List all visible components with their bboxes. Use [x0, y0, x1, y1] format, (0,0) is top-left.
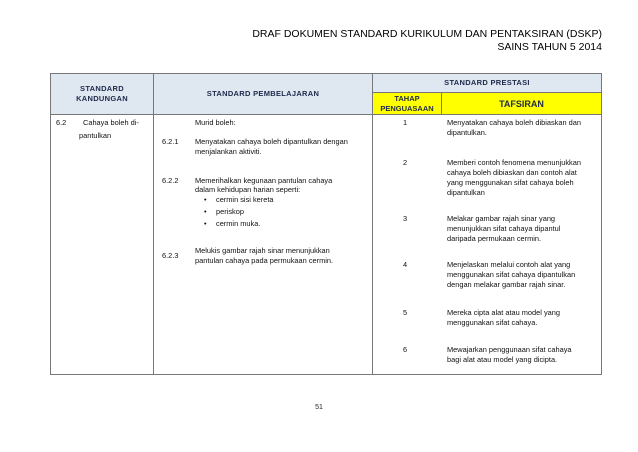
pembelajaran-item-line2: dalam kehidupan harian seperti: — [195, 185, 301, 194]
column-divider — [153, 74, 154, 374]
header-standard-kandungan-label: STANDARD KANDUNGAN — [76, 84, 128, 103]
tafsiran-line: bagi alat atau model yang dicipta. — [447, 355, 558, 364]
prestasi-level: 3 — [403, 214, 408, 223]
prestasi-level: 6 — [403, 345, 408, 354]
pembelajaran-item-code: 6.2.1 — [162, 137, 179, 146]
tafsiran-line: Mereka cipta alat atau model yang — [447, 308, 560, 317]
prestasi-level: 2 — [403, 158, 408, 167]
pembelajaran-bullet-item: • cermin sisi kereta — [216, 195, 274, 205]
prestasi-level: 4 — [403, 260, 408, 269]
tafsiran-line: Memberi contoh fenomena menunjukkan — [447, 158, 581, 167]
pembelajaran-item-line1: Menyatakan cahaya boleh dipantulkan dengan — [195, 137, 348, 146]
kandungan-code: 6.2 — [56, 118, 67, 127]
tafsiran-line: Mewajarkan penggunaan sifat cahaya — [447, 345, 572, 354]
tafsiran-line: menunjukkan sifat cahaya dipantul — [447, 224, 561, 233]
header-tafsiran-label: TAFSIRAN — [499, 98, 544, 109]
pembelajaran-bullet-item: • periskop — [216, 207, 244, 217]
pembelajaran-item-code: 6.2.2 — [162, 176, 179, 185]
curriculum-table — [50, 73, 602, 375]
header-standard-pembelajaran — [154, 74, 372, 114]
row-divider — [373, 92, 601, 93]
pembelajaran-item-line2: pantulan cahaya pada permukaan cermin. — [195, 256, 334, 265]
header-standard-kandungan — [51, 74, 153, 114]
document-header-title: DRAF DOKUMEN STANDARD KURIKULUM DAN PENTAKSIRAN (DSKP) — [252, 28, 602, 40]
header-standard-prestasi — [373, 74, 601, 92]
tafsiran-line: menggunakan sifat cahaya. — [447, 318, 538, 327]
tafsiran-line: dipantulkan. — [447, 128, 487, 137]
kandungan-title-line2: pantulkan — [79, 131, 112, 140]
header-tahap-penguasaan-label: TAHAP PENGUASAAN — [380, 93, 434, 113]
page-number: 51 — [315, 404, 323, 411]
pembelajaran-item-line1: Memerihalkan kegunaan pantulan cahaya — [195, 176, 333, 185]
header-tafsiran — [442, 93, 601, 114]
tafsiran-line: dengan melakar gambar rajah sinar. — [447, 280, 566, 289]
column-divider — [372, 74, 373, 374]
header-standard-prestasi-label: STANDARD PRESTASI — [444, 78, 530, 87]
pembelajaran-bullet-item: • cermin muka. — [216, 219, 260, 229]
tafsiran-line: daripada permukaan cermin. — [447, 234, 542, 243]
tafsiran-line: yang menggunakan sifat cahaya boleh — [447, 178, 574, 187]
tafsiran-line: menggunakan sifat cahaya dipantulkan — [447, 270, 576, 279]
pembelajaran-intro: Murid boleh: — [195, 118, 236, 127]
tafsiran-line: Melakar gambar rajah sinar yang — [447, 214, 556, 223]
pembelajaran-item-line1: Melukis gambar rajah sinar menunjukkan — [195, 246, 330, 255]
document-header-subtitle: SAINS TAHUN 5 2014 — [497, 41, 602, 53]
tafsiran-line: cahaya boleh dibiaskan dan contoh alat — [447, 168, 577, 177]
prestasi-level: 1 — [403, 118, 408, 127]
pembelajaran-item-line2: menjalankan aktiviti. — [195, 147, 262, 156]
tafsiran-line: Menyatakan cahaya boleh dibiaskan dan — [447, 118, 581, 127]
prestasi-level: 5 — [403, 308, 408, 317]
kandungan-title-line1: Cahaya boleh di- — [83, 118, 139, 127]
header-tahap-penguasaan — [373, 93, 441, 114]
column-divider — [441, 92, 442, 114]
tafsiran-line: dipantulkan — [447, 188, 485, 197]
tafsiran-line: Menjelaskan melalui contoh alat yang — [447, 260, 571, 269]
pembelajaran-item-code: 6.2.3 — [162, 251, 179, 260]
row-divider — [51, 114, 601, 115]
header-standard-pembelajaran-label: STANDARD PEMBELAJARAN — [206, 89, 320, 98]
